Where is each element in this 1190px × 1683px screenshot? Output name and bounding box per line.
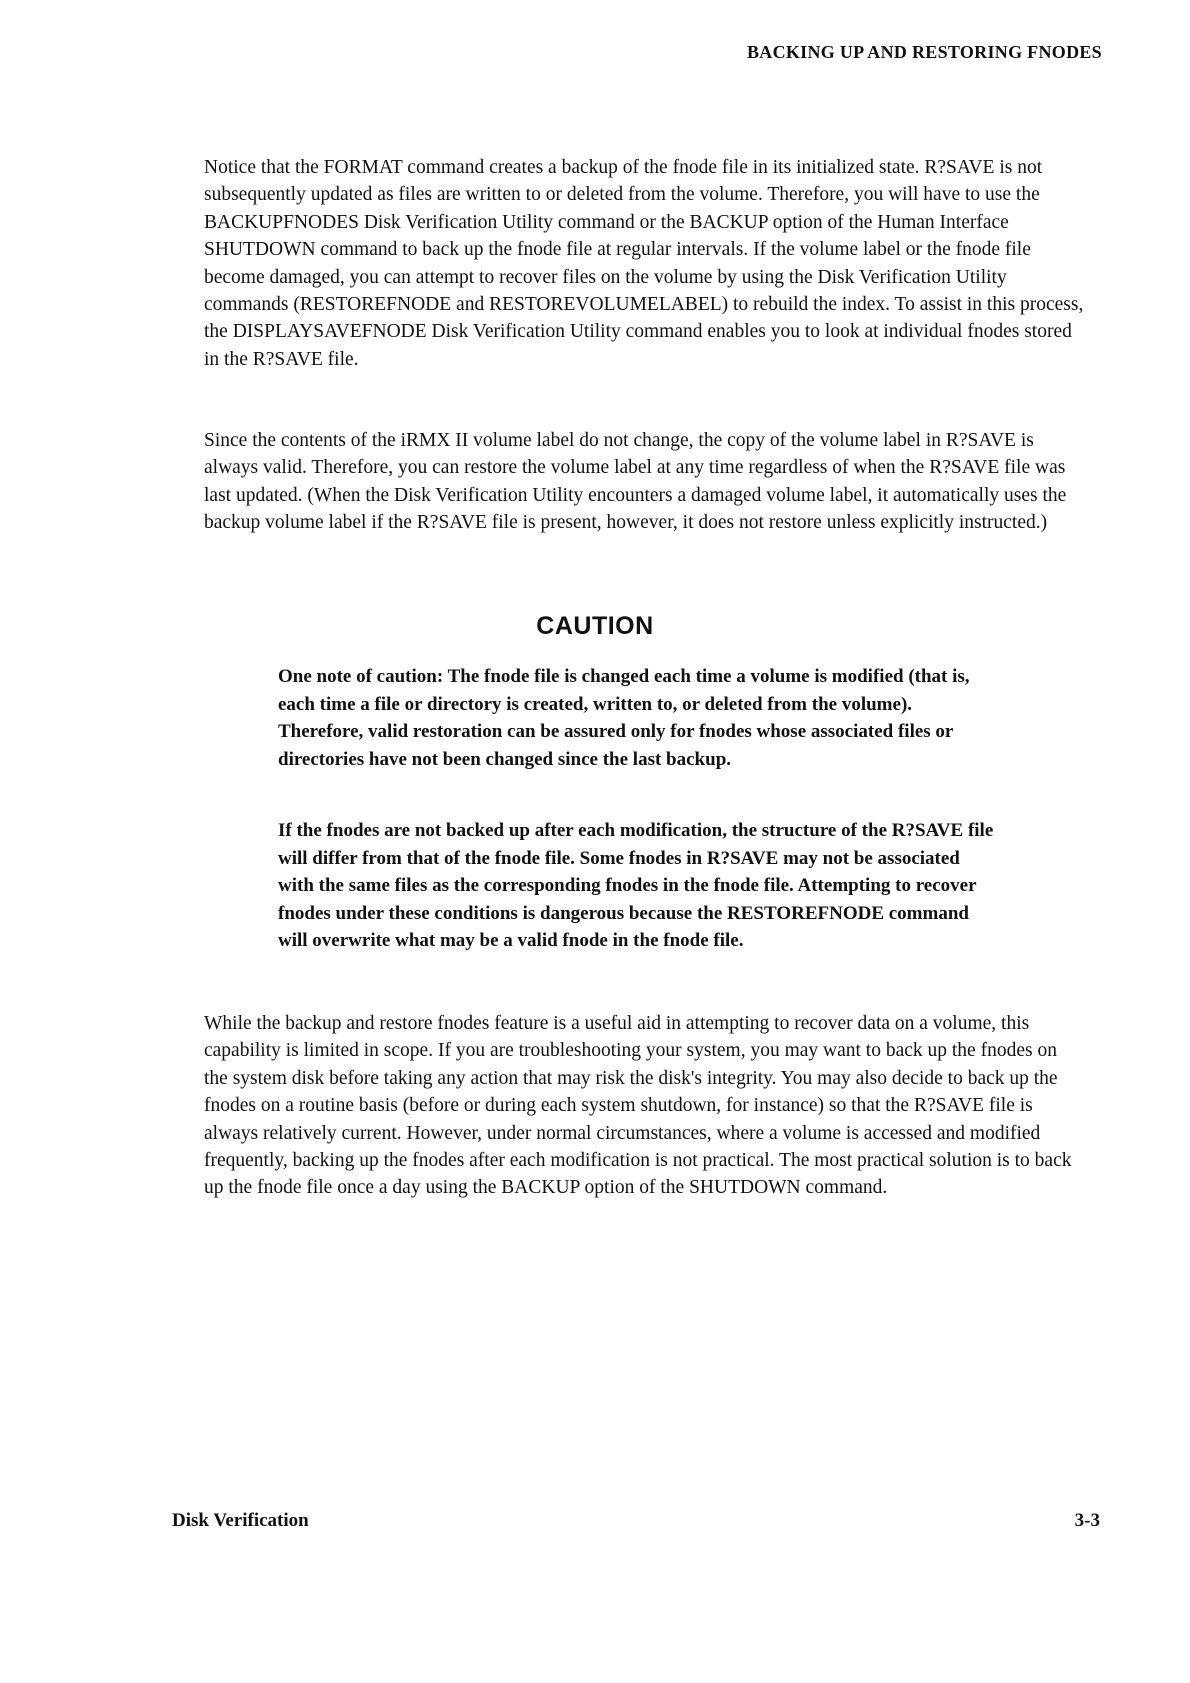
body-paragraph-3: While the backup and restore fnodes feature is a useful aid in attempting to recover data on a volume, this capability is limited in scope. If you are troubleshooting your system, you may want to back up the fnodes on the system disk before taking any action that may risk the disk's integrity. You may also decide to back up the fnodes on a routine basis (before or during each system shutdown, for instance) so that the R?SAVE file is always relatively current. However, under normal circumstances, where a volume is accessed and modified frequently, backing up the fnodes after each modification is not practical. The most practical solution is to back up the fnode file once a day using the BACKUP option of the SHUTDOWN command. [204,1013,1072,1199]
footer-section-title: Disk Verification [172,1510,309,1531]
body-paragraph-1: Notice that the FORMAT command creates a backup of the fnode file in its initialized state. R?SAVE is not subsequently updated as files are written to or deleted from the volume. Therefore, you will have to use the BACKUPFNODES Disk Verification Utility command or the BACKUP option of the Human Interface SHUTDOWN command to back up the fnode file at regular intervals. If the volume label or the fnode file become damaged, you can attempt to recover files on the volume by using the Disk Verification Utility commands (RESTOREFNODE and RESTOREVOLUMELABEL) to rebuild the index. To assist in this process, the DISPLAYSAVEFNODE Disk Verification Utility command enables you to look at individual fnodes stored in the R?SAVE file. [204,157,1084,370]
body-paragraph-2: Since the contents of the iRMX II volume label do not change, the copy of the volume label in R?SAVE is always valid. Therefore, you can restore the volume label at any time regardless of when the R?SAVE file was last updated. (When the Disk Verification Utility encounters a damaged volume label, it automatically uses the backup volume label if the R?SAVE file is present, however, it does not restore unless explicitly instructed.) [204,430,1067,534]
caution-paragraph-1: One note of caution: The fnode file is changed each time a volume is modified (that is, each time a file or directory is created, written to, or deleted from the volume). Therefore, valid restoration can be assured only for fnodes whose associated files or directories have not been changed since the last backup. [278,666,970,770]
page-number: 3-3 [1074,1510,1100,1531]
running-header: BACKING UP AND RESTORING FNODES [746,42,1102,62]
caution-paragraph-2: If the fnodes are not backed up after each modification, the structure of the R?SAVE file will differ from that of the fnode file. Some fnodes in R?SAVE may not be associated with the same files as the corresponding fnodes in the fnode file. Attempting to recover fnodes under these conditions is dangerous because the RESTOREFNODE command will overwrite what may be a valid fnode in the fnode file. [278,820,994,951]
caution-heading: CAUTION [536,612,654,640]
